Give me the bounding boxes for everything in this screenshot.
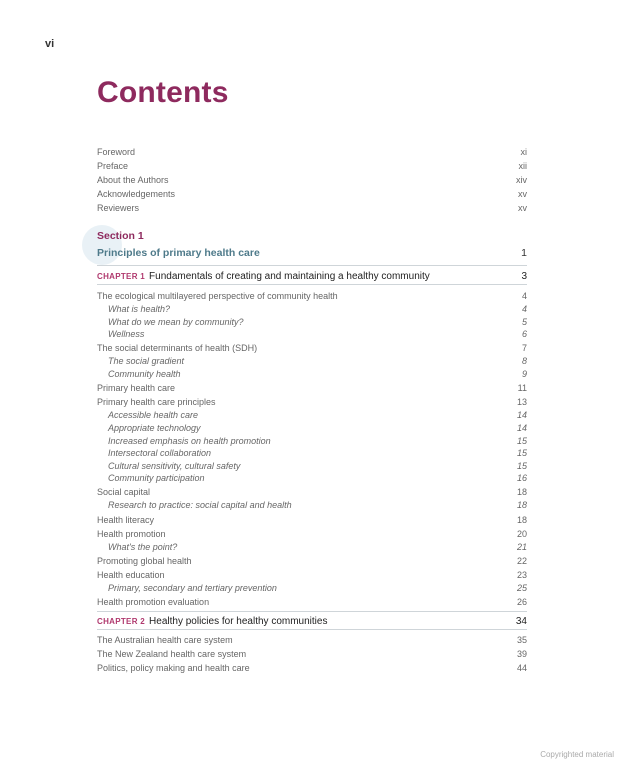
toc-entry-label: Cultural sensitivity, cultural safety [108,461,241,471]
toc-subentry[interactable] [97,328,527,340]
toc-entry[interactable] [97,648,527,660]
toc-entry-label: Politics, policy making and health care [97,663,250,673]
toc-subentry[interactable] [97,368,527,380]
toc-entry-page: 23 [516,570,527,580]
toc-entry-page: xv [518,189,527,199]
chapter-heading-2[interactable] [97,616,527,627]
toc-entry-page: 18 [516,500,527,510]
toc-subentry[interactable] [97,472,527,484]
toc-entry-page: 35 [516,635,527,645]
page-number: vi [45,38,55,50]
toc-entry-label: Intersectoral collaboration [108,448,212,458]
chapter-title: Fundamentals of creating and maintaining a healthy community [149,271,430,282]
toc-entry-page: 15 [516,448,527,458]
toc-entry-page: 4 [521,291,527,301]
chapter-page: 3 [521,271,527,282]
chapter-page: 34 [515,616,527,627]
toc-entry-label: What's the point? [108,542,178,552]
chapter-heading-1[interactable] [97,271,527,282]
toc-entry-label: The social gradient [108,356,185,366]
section-divider [97,265,527,266]
toc-entry-page: 11 [517,383,527,393]
toc-entry-page: 44 [516,663,527,673]
toc-entry-page: 7 [521,343,527,353]
toc-subentry[interactable] [97,582,527,594]
chapter-divider [97,611,527,612]
toc-entry[interactable] [97,514,527,526]
toc-entry-page: xv [518,203,527,213]
toc-entry[interactable] [97,160,527,172]
toc-entry[interactable] [97,146,527,158]
toc-subentry[interactable] [97,435,527,447]
toc-entry-label: Preface [97,161,129,171]
toc-entry-label: Community participation [108,473,205,483]
toc-entry-page: xiv [516,175,527,185]
toc-entry-label: Social capital [97,487,151,497]
chapter-divider [97,284,527,285]
toc-entry-page: 15 [516,461,527,471]
toc-entry-label: The New Zealand health care system [97,649,247,659]
toc-entry-page: 14 [516,410,527,420]
chapter-label: CHAPTER 1 [97,272,146,281]
toc-entry-page: 13 [516,397,527,407]
toc-entry-page: 22 [516,556,527,566]
toc-entry-label: What do we mean by community? [108,317,244,327]
toc-entry-label: Appropriate technology [108,423,201,433]
toc-entry[interactable] [97,634,527,646]
section-page: 1 [521,247,527,259]
toc-entry-page: 4 [521,304,527,314]
toc-entry-label: Accessible health care [108,410,199,420]
toc-entry[interactable] [97,290,527,302]
toc-entry-page: 6 [521,329,527,339]
toc-entry-label: Primary health care principles [97,397,216,407]
chapter-label: CHAPTER 2 [97,617,146,626]
toc-entry-page: 16 [516,473,527,483]
toc-subentry[interactable] [97,541,527,553]
toc-entry-label: What is health? [108,304,171,314]
toc-entry[interactable] [97,662,527,674]
toc-entry-page: 9 [521,369,527,379]
toc-subentry[interactable] [97,460,527,472]
toc-entry-label: Health education [97,570,165,580]
toc-subentry[interactable] [97,499,527,511]
toc-entry-page: 15 [516,436,527,446]
section-label: Section 1 [97,230,144,242]
toc-entry[interactable] [97,486,527,498]
chapter-title: Healthy policies for healthy communities [149,616,328,627]
toc-entry-page: 14 [516,423,527,433]
toc-entry-label: The Australian health care system [97,635,233,645]
toc-entry[interactable] [97,382,527,394]
toc-entry-label: Health promotion [97,529,166,539]
toc-subentry[interactable] [97,316,527,328]
section-title-row[interactable] [97,247,527,259]
toc-entry-page: 18 [516,515,527,525]
toc-subentry[interactable] [97,409,527,421]
toc-entry-label: Research to practice: social capital and health [108,500,292,510]
toc-entry-page: 5 [521,317,527,327]
toc-entry-label: Foreword [97,147,136,157]
toc-entry-page: xii [518,161,527,171]
toc-entry-page: 20 [516,529,527,539]
toc-entry-label: Community health [108,369,181,379]
toc-entry-page: 26 [516,597,527,607]
chapter-divider [97,629,527,630]
toc-entry-page: 39 [516,649,527,659]
copyright-notice: Copyrighted material [540,750,614,759]
toc-entry-label: The social determinants of health (SDH) [97,343,258,353]
toc-entry[interactable] [97,555,527,567]
toc-subentry[interactable] [97,422,527,434]
toc-entry[interactable] [97,188,527,200]
toc-subentry[interactable] [97,303,527,315]
toc-entry-label: Reviewers [97,203,140,213]
toc-entry-page: 21 [516,542,527,552]
toc-entry[interactable] [97,396,527,408]
toc-entry-label: Wellness [108,329,145,339]
section-title: Principles of primary health care [97,247,260,259]
toc-entry-label: Promoting global health [97,556,192,566]
toc-entry-label: Health literacy [97,515,155,525]
toc-entry-label: Primary, secondary and tertiary prevention [108,583,277,593]
toc-entry-page: 8 [521,356,527,366]
toc-entry-page: 18 [516,487,527,497]
toc-entry[interactable] [97,202,527,214]
toc-entry[interactable] [97,569,527,581]
toc-entry-label: Health promotion evaluation [97,597,210,607]
toc-entry-label: Increased emphasis on health promotion [108,436,271,446]
toc-entry[interactable] [97,342,527,354]
toc-entry-page: 25 [516,583,527,593]
page-title: Contents [97,76,229,109]
toc-entry-label: Primary health care [97,383,176,393]
toc-entry[interactable] [97,528,527,540]
toc-subentry[interactable] [97,355,527,367]
toc-entry-label: The ecological multilayered perspective of community health [97,291,338,301]
toc-entry-label: Acknowledgements [97,189,176,199]
toc-entry[interactable] [97,596,527,608]
toc-entry-page: xi [520,147,527,157]
toc-subentry[interactable] [97,447,527,459]
toc-entry[interactable] [97,174,527,186]
toc-entry-label: About the Authors [97,175,169,185]
